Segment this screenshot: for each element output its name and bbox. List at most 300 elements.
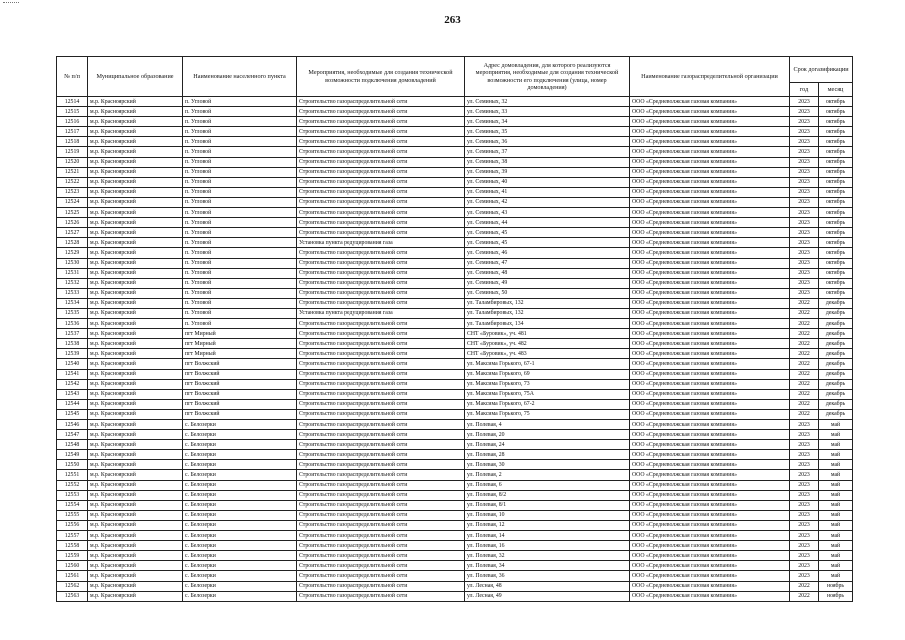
cell-month: октябрь [819,288,853,298]
cell-municipality: м.р. Красноярский [88,520,183,530]
cell-organization: ООО «Средневолжская газовая компания» [630,450,790,460]
table-row [57,167,853,177]
header-address: Адрес домовладения, для которого реализуются мероприятия, необходимые для создания технической возможности его подключения (улица, номер домовладения) [465,57,630,97]
table-row [57,520,853,530]
cell-num: 12548 [57,440,88,450]
cell-address: ул. Лесная, 48 [465,581,630,591]
cell-month: май [819,440,853,450]
table-row [57,187,853,197]
cell-municipality: м.р. Красноярский [88,117,183,127]
cell-measure: Строительство газораспределительной сети [297,420,465,430]
cell-municipality: м.р. Красноярский [88,288,183,298]
cell-month: май [819,531,853,541]
cell-settlement: с. Белозерки [183,450,297,460]
table-row [57,409,853,419]
cell-organization: ООО «Средневолжская газовая компания» [630,177,790,187]
cell-settlement: с. Белозерки [183,470,297,480]
cell-settlement: с. Белозерки [183,541,297,551]
cell-municipality: м.р. Красноярский [88,127,183,137]
cell-measure: Строительство газораспределительной сети [297,470,465,480]
cell-month: октябрь [819,187,853,197]
cell-organization: ООО «Средневолжская газовая компания» [630,500,790,510]
cell-address: ул. Полевая, 14 [465,531,630,541]
cell-year: 2023 [790,97,819,107]
cell-measure: Строительство газораспределительной сети [297,399,465,409]
cell-settlement: с. Белозерки [183,420,297,430]
header-municipality: Муниципальное образование [88,57,183,97]
cell-month: декабрь [819,379,853,389]
table-row [57,551,853,561]
cell-municipality: м.р. Красноярский [88,591,183,601]
cell-organization: ООО «Средневолжская газовая компания» [630,167,790,177]
cell-municipality: м.р. Красноярский [88,208,183,218]
cell-month: май [819,551,853,561]
cell-measure: Строительство газораспределительной сети [297,359,465,369]
cell-organization: ООО «Средневолжская газовая компания» [630,409,790,419]
cell-year: 2023 [790,107,819,117]
cell-measure: Строительство газораспределительной сети [297,480,465,490]
cell-month: май [819,450,853,460]
cell-address: ул. Полевая, 2 [465,470,630,480]
cell-settlement: п. Угловой [183,197,297,207]
cell-year: 2023 [790,187,819,197]
cell-month: октябрь [819,208,853,218]
cell-month: ноябрь [819,591,853,601]
cell-organization: ООО «Средневолжская газовая компания» [630,127,790,137]
cell-measure: Строительство газораспределительной сети [297,278,465,288]
cell-organization: ООО «Средневолжская газовая компания» [630,298,790,308]
cell-settlement: п. Угловой [183,147,297,157]
cell-municipality: м.р. Красноярский [88,409,183,419]
cell-num: 12528 [57,238,88,248]
cell-organization: ООО «Средневолжская газовая компания» [630,339,790,349]
cell-address: ул. Семиных, 50 [465,288,630,298]
cell-measure: Строительство газораспределительной сети [297,197,465,207]
cell-measure: Строительство газораспределительной сети [297,409,465,419]
cell-year: 2023 [790,541,819,551]
cell-settlement: п. Угловой [183,97,297,107]
cell-year: 2023 [790,117,819,127]
cell-year: 2023 [790,197,819,207]
cell-organization: ООО «Средневолжская газовая компания» [630,571,790,581]
cell-year: 2023 [790,430,819,440]
cell-num: 12515 [57,107,88,117]
cell-address: ул. Полевая, 24 [465,440,630,450]
cell-settlement: с. Белозерки [183,500,297,510]
cell-address: ул. Максима Горького, 73 [465,379,630,389]
cell-settlement: п. Угловой [183,238,297,248]
cell-address: ул. Максима Горького, 69 [465,369,630,379]
cell-address: ул. Семиных, 47 [465,258,630,268]
cell-year: 2023 [790,137,819,147]
cell-measure: Строительство газораспределительной сети [297,531,465,541]
cell-num: 12520 [57,157,88,167]
cell-organization: ООО «Средневолжская газовая компания» [630,561,790,571]
cell-settlement: п. Угловой [183,218,297,228]
cell-municipality: м.р. Красноярский [88,379,183,389]
cell-settlement: с. Белозерки [183,551,297,561]
cell-municipality: м.р. Красноярский [88,308,183,318]
cell-measure: Строительство газораспределительной сети [297,581,465,591]
cell-month: декабрь [819,399,853,409]
cell-year: 2023 [790,500,819,510]
cell-settlement: с. Белозерки [183,430,297,440]
cell-municipality: м.р. Красноярский [88,460,183,470]
cell-organization: ООО «Средневолжская газовая компания» [630,551,790,561]
cell-num: 12516 [57,117,88,127]
cell-month: октябрь [819,137,853,147]
cell-month: октябрь [819,107,853,117]
cell-num: 12552 [57,480,88,490]
cell-month: май [819,470,853,480]
cell-address: ул. Семиных, 44 [465,218,630,228]
cell-measure: Строительство газораспределительной сети [297,208,465,218]
cell-settlement: п. Угловой [183,308,297,318]
cell-settlement: с. Белозерки [183,520,297,530]
cell-address: ул. Семиных, 32 [465,97,630,107]
cell-num: 12558 [57,541,88,551]
cell-measure: Строительство газораспределительной сети [297,218,465,228]
cell-num: 12519 [57,147,88,157]
cell-municipality: м.р. Красноярский [88,500,183,510]
cell-address: ул. Полевая, 12 [465,520,630,530]
cell-municipality: м.р. Красноярский [88,187,183,197]
cell-settlement: п. Угловой [183,228,297,238]
cell-address: ул. Семиных, 49 [465,278,630,288]
cell-municipality: м.р. Красноярский [88,359,183,369]
cell-year: 2023 [790,127,819,137]
cell-organization: ООО «Средневолжская газовая компания» [630,278,790,288]
cell-settlement: пгт Волжский [183,409,297,419]
cell-address: ул. Максима Горького, 75А [465,389,630,399]
cell-measure: Строительство газораспределительной сети [297,157,465,167]
cell-settlement: пгт Волжский [183,389,297,399]
header-year: год [790,83,819,97]
cell-settlement: п. Угловой [183,187,297,197]
cell-organization: ООО «Средневолжская газовая компания» [630,379,790,389]
cell-organization: ООО «Средневолжская газовая компания» [630,248,790,258]
cell-year: 2023 [790,450,819,460]
cell-measure: Строительство газораспределительной сети [297,137,465,147]
cell-month: октябрь [819,147,853,157]
table-row [57,591,853,601]
table-row [57,399,853,409]
cell-measure: Строительство газораспределительной сети [297,147,465,157]
table-row [57,298,853,308]
cell-settlement: пгт Волжский [183,359,297,369]
cell-organization: ООО «Средневолжская газовая компания» [630,460,790,470]
cell-municipality: м.р. Красноярский [88,97,183,107]
cell-municipality: м.р. Красноярский [88,561,183,571]
cell-year: 2023 [790,248,819,258]
table-row [57,97,853,107]
cell-address: ул. Полевая, 16 [465,541,630,551]
cell-year: 2022 [790,349,819,359]
cell-address: ул. Максима Горького, 75 [465,409,630,419]
cell-year: 2023 [790,440,819,450]
table-row [57,208,853,218]
cell-settlement: п. Угловой [183,117,297,127]
cell-num: 12557 [57,531,88,541]
cell-municipality: м.р. Красноярский [88,339,183,349]
cell-measure: Строительство газораспределительной сети [297,319,465,329]
cell-municipality: м.р. Красноярский [88,298,183,308]
cell-measure: Строительство газораспределительной сети [297,389,465,399]
cell-organization: ООО «Средневолжская газовая компания» [630,288,790,298]
cell-municipality: м.р. Красноярский [88,480,183,490]
cell-settlement: пгт Волжский [183,379,297,389]
table-row [57,430,853,440]
cell-num: 12551 [57,470,88,480]
cell-year: 2022 [790,379,819,389]
cell-month: октябрь [819,97,853,107]
table-row [57,319,853,329]
table-row [57,440,853,450]
cell-year: 2023 [790,167,819,177]
cell-municipality: м.р. Красноярский [88,278,183,288]
cell-settlement: с. Белозерки [183,531,297,541]
table-row [57,258,853,268]
cell-municipality: м.р. Красноярский [88,440,183,450]
cell-measure: Строительство газораспределительной сети [297,571,465,581]
cell-month: октябрь [819,157,853,167]
cell-num: 12518 [57,137,88,147]
cell-measure: Строительство газораспределительной сети [297,187,465,197]
cell-organization: ООО «Средневолжская газовая компания» [630,147,790,157]
cell-measure: Строительство газораспределительной сети [297,500,465,510]
cell-address: ул. Полевая, 28 [465,450,630,460]
cell-month: октябрь [819,228,853,238]
cell-settlement: п. Угловой [183,107,297,117]
cell-settlement: с. Белозерки [183,591,297,601]
cell-num: 12553 [57,490,88,500]
cell-measure: Установка пункта редуцирования газа [297,238,465,248]
cell-organization: ООО «Средневолжская газовая компания» [630,208,790,218]
cell-month: декабрь [819,389,853,399]
cell-address: ул. Полевая, 8/1 [465,500,630,510]
cell-num: 12562 [57,581,88,591]
cell-year: 2023 [790,480,819,490]
cell-address: СНТ «Буровик», уч. 483 [465,349,630,359]
table-row [57,500,853,510]
cell-organization: ООО «Средневолжская газовая компания» [630,107,790,117]
cell-month: октябрь [819,177,853,187]
cell-address: ул. Максима Горького, 67-2 [465,399,630,409]
table-row [57,117,853,127]
cell-measure: Строительство газораспределительной сети [297,460,465,470]
cell-year: 2023 [790,147,819,157]
cell-address: ул. Семиных, 45 [465,238,630,248]
cell-address: ул. Полевая, 6 [465,480,630,490]
cell-year: 2022 [790,591,819,601]
cell-num: 12525 [57,208,88,218]
cell-month: май [819,561,853,571]
cell-settlement: с. Белозерки [183,490,297,500]
cell-municipality: м.р. Красноярский [88,238,183,248]
cell-organization: ООО «Средневолжская газовая компания» [630,137,790,147]
cell-num: 12538 [57,339,88,349]
cell-settlement: с. Белозерки [183,440,297,450]
cell-year: 2023 [790,258,819,268]
cell-organization: ООО «Средневолжская газовая компания» [630,218,790,228]
cell-address: ул. Лесная, 49 [465,591,630,601]
cell-settlement: пгт Мирный [183,339,297,349]
cell-year: 2022 [790,329,819,339]
cell-organization: ООО «Средневолжская газовая компания» [630,470,790,480]
cell-organization: ООО «Средневолжская газовая компания» [630,228,790,238]
cell-month: декабрь [819,409,853,419]
table-row [57,561,853,571]
cell-measure: Строительство газораспределительной сети [297,349,465,359]
cell-organization: ООО «Средневолжская газовая компания» [630,319,790,329]
cell-address: ул. Семиных, 45 [465,228,630,238]
table-row [57,197,853,207]
cell-month: октябрь [819,258,853,268]
cell-settlement: с. Белозерки [183,510,297,520]
cell-month: декабрь [819,359,853,369]
cell-organization: ООО «Средневолжская газовая компания» [630,581,790,591]
table-row [57,339,853,349]
cell-measure: Строительство газораспределительной сети [297,97,465,107]
table-row [57,480,853,490]
table-row [57,420,853,430]
cell-municipality: м.р. Красноярский [88,430,183,440]
cell-municipality: м.р. Красноярский [88,551,183,561]
cell-organization: ООО «Средневолжская газовая компания» [630,510,790,520]
cell-num: 12561 [57,571,88,581]
cell-month: май [819,510,853,520]
cell-address: ул. Таламбировых, 132 [465,298,630,308]
cell-settlement: п. Угловой [183,137,297,147]
cell-measure: Строительство газораспределительной сети [297,379,465,389]
table-row [57,460,853,470]
cell-settlement: с. Белозерки [183,460,297,470]
table-row [57,470,853,480]
cell-address: ул. Семиных, 35 [465,127,630,137]
cell-municipality: м.р. Красноярский [88,157,183,167]
header-settlement: Наименование населенного пункта [183,57,297,97]
cell-measure: Строительство газораспределительной сети [297,117,465,127]
cell-num: 12522 [57,177,88,187]
cell-year: 2022 [790,359,819,369]
cell-municipality: м.р. Красноярский [88,167,183,177]
cell-num: 12556 [57,520,88,530]
cell-measure: Строительство газораспределительной сети [297,440,465,450]
cell-organization: ООО «Средневолжская газовая компания» [630,440,790,450]
cell-address: ул. Таламбировых, 134 [465,319,630,329]
cell-organization: ООО «Средневолжская газовая компания» [630,308,790,318]
page-number: 263 [444,14,461,26]
cell-year: 2023 [790,157,819,167]
cell-settlement: с. Белозерки [183,581,297,591]
cell-municipality: м.р. Красноярский [88,510,183,520]
cell-year: 2023 [790,288,819,298]
cell-address: ул. Полевая, 30 [465,460,630,470]
cell-year: 2023 [790,551,819,561]
cell-num: 12537 [57,329,88,339]
cell-num: 12554 [57,500,88,510]
cell-month: октябрь [819,248,853,258]
cell-num: 12542 [57,379,88,389]
cell-num: 12514 [57,97,88,107]
cell-num: 12540 [57,359,88,369]
cell-month: май [819,420,853,430]
cell-settlement: с. Белозерки [183,571,297,581]
cell-year: 2023 [790,571,819,581]
cell-organization: ООО «Средневолжская газовая компания» [630,531,790,541]
cell-year: 2023 [790,490,819,500]
cell-measure: Строительство газораспределительной сети [297,430,465,440]
cell-address: ул. Семиных, 34 [465,117,630,127]
cell-organization: ООО «Средневолжская газовая компания» [630,490,790,500]
table-row [57,238,853,248]
table-row [57,228,853,238]
cell-year: 2023 [790,531,819,541]
cell-organization: ООО «Средневолжская газовая компания» [630,97,790,107]
cell-municipality: м.р. Красноярский [88,349,183,359]
cell-organization: ООО «Средневолжская газовая компания» [630,591,790,601]
cell-municipality: м.р. Красноярский [88,571,183,581]
cell-municipality: м.р. Красноярский [88,490,183,500]
cell-num: 12541 [57,369,88,379]
cell-municipality: м.р. Красноярский [88,450,183,460]
cell-year: 2023 [790,520,819,530]
cell-address: ул. Полевая, 36 [465,571,630,581]
cell-municipality: м.р. Красноярский [88,248,183,258]
cell-month: ноябрь [819,581,853,591]
cell-measure: Строительство газораспределительной сети [297,450,465,460]
cell-municipality: м.р. Красноярский [88,329,183,339]
cell-num: 12539 [57,349,88,359]
cell-year: 2023 [790,420,819,430]
cell-organization: ООО «Средневолжская газовая компания» [630,480,790,490]
cell-address: ул. Семиных, 39 [465,167,630,177]
cell-year: 2023 [790,510,819,520]
cell-settlement: п. Угловой [183,278,297,288]
cell-address: ул. Полевая, 10 [465,510,630,520]
cell-address: ул. Семиных, 43 [465,208,630,218]
table-row [57,248,853,258]
cell-municipality: м.р. Красноярский [88,268,183,278]
cell-month: май [819,541,853,551]
cell-num: 12559 [57,551,88,561]
cell-measure: Строительство газораспределительной сети [297,510,465,520]
cell-year: 2022 [790,409,819,419]
cell-address: ул. Семиных, 38 [465,157,630,167]
cell-measure: Строительство газораспределительной сети [297,107,465,117]
cell-year: 2022 [790,298,819,308]
cell-organization: ООО «Средневолжская газовая компания» [630,420,790,430]
cell-year: 2022 [790,389,819,399]
table-row [57,127,853,137]
cell-month: декабрь [819,308,853,318]
cell-organization: ООО «Средневолжская газовая компания» [630,268,790,278]
cell-year: 2023 [790,470,819,480]
cell-municipality: м.р. Красноярский [88,541,183,551]
header-month: месяц [819,83,853,97]
table-row [57,218,853,228]
cell-measure: Строительство газораспределительной сети [297,268,465,278]
cell-measure: Строительство газораспределительной сети [297,167,465,177]
cell-num: 12547 [57,430,88,440]
cell-measure: Строительство газораспределительной сети [297,369,465,379]
cell-settlement: п. Угловой [183,288,297,298]
cell-measure: Строительство газораспределительной сети [297,329,465,339]
cell-num: 12549 [57,450,88,460]
table-row [57,278,853,288]
cell-num: 12536 [57,319,88,329]
header-num: № п/п [57,57,88,97]
